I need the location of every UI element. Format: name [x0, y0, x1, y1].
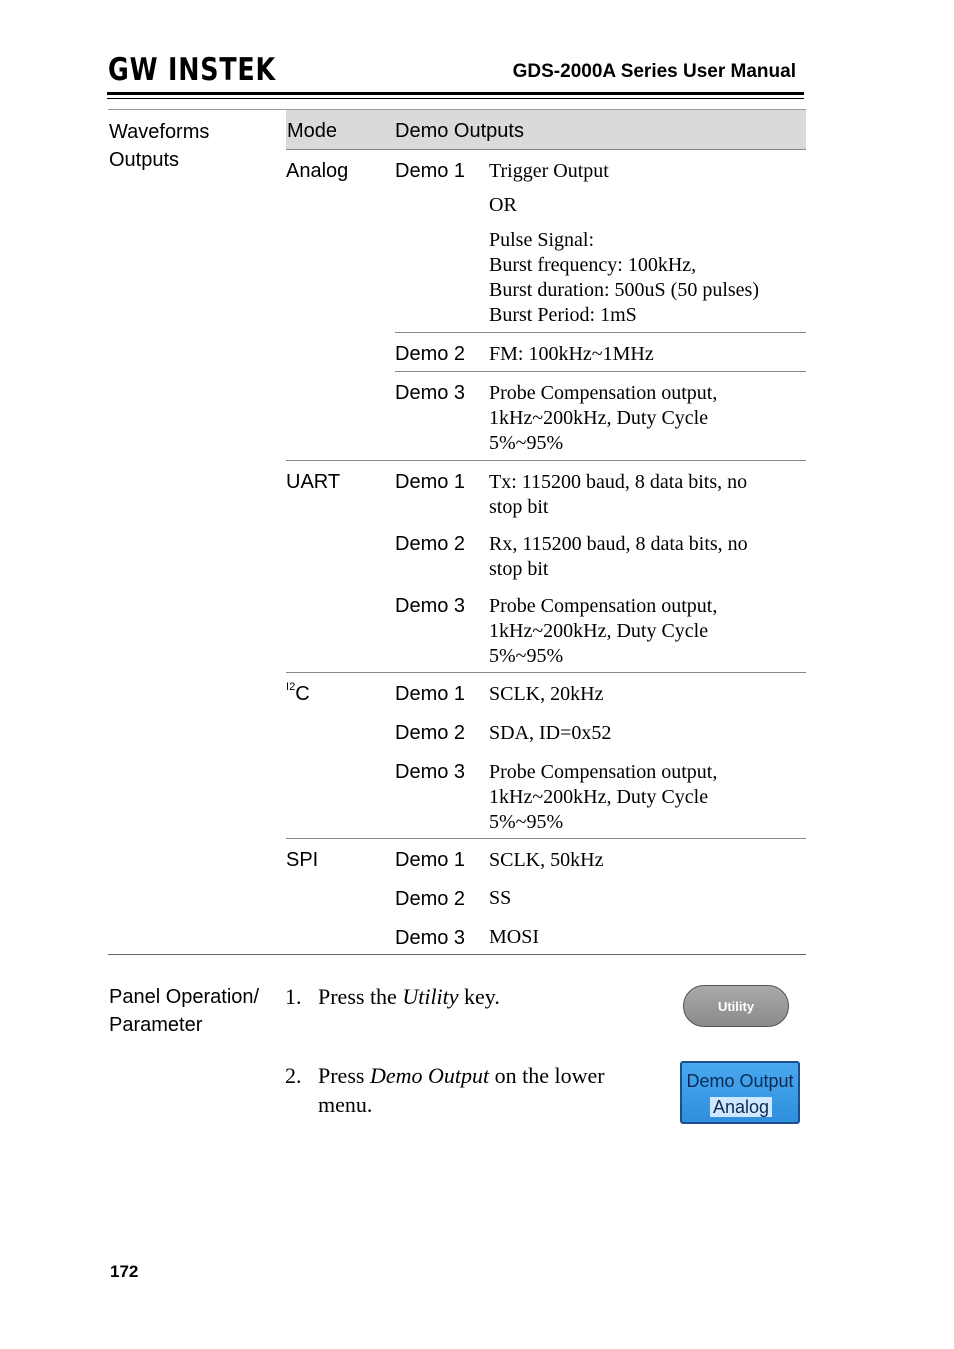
demo-description: MOSI — [489, 926, 540, 948]
demo-description: OR — [489, 194, 517, 216]
demo-description: SCLK, 20kHz — [489, 683, 604, 705]
manual-title: GDS-2000A Series User Manual — [512, 61, 796, 82]
section-label-line2: Outputs — [109, 149, 180, 171]
section-divider — [286, 838, 806, 839]
demo-description: Pulse Signal: Burst frequency: 100kHz, Burst duration: 500uS (50 pulses) Burst Period: 1mS — [489, 229, 759, 326]
mode-spi: SPI — [286, 849, 319, 871]
demo-label: Demo 2 — [395, 533, 466, 555]
demo-description: Probe Compensation output, 1kHz~200kHz, Duty Cycle 5%~95% — [489, 382, 718, 454]
demo-label: Demo 3 — [395, 927, 466, 949]
demo-label: Demo 3 — [395, 761, 466, 783]
header-rule-thick — [107, 92, 804, 95]
demo-output-softkey[interactable] — [680, 1061, 800, 1124]
demo-label: Demo 3 — [395, 382, 466, 404]
demo-output-title: Demo Output — [686, 1071, 794, 1091]
demo-label: Demo 2 — [395, 343, 466, 365]
demo-description: Rx, 115200 baud, 8 data bits, no stop bit — [489, 533, 748, 580]
mode-analog: Analog — [286, 160, 349, 182]
demo-label: Demo 1 — [395, 849, 466, 871]
section-label-panel-operation: Panel Operation/ Parameter — [109, 986, 260, 1036]
row-divider — [395, 371, 806, 372]
section-label-line1: Waveforms — [109, 121, 210, 143]
demo-description: Trigger Output — [489, 160, 609, 182]
svg-text:GW INSTEK: GW INSTEK — [108, 52, 276, 88]
step-2: 2. Press Demo Output on the lower menu. — [285, 1063, 605, 1117]
demo-label: Demo 2 — [395, 722, 466, 744]
step-1: 1. Press the Utility key. — [285, 984, 500, 1009]
utility-key-button[interactable]: Utility — [683, 985, 789, 1027]
page-number: 172 — [110, 1262, 139, 1281]
demo-description: Probe Compensation output, 1kHz~200kHz, Duty Cycle 5%~95% — [489, 761, 718, 833]
demo-description: Tx: 115200 baud, 8 data bits, no stop bit — [489, 471, 748, 518]
section-divider — [286, 460, 806, 461]
demo-label: Demo 1 — [395, 683, 466, 705]
demo-description: FM: 100kHz~1MHz — [489, 343, 654, 365]
demo-label: Demo 1 — [395, 471, 466, 493]
table-header-row — [286, 110, 806, 150]
col-header-outputs: Demo Outputs — [395, 120, 524, 142]
gw-instek-logo — [108, 52, 278, 86]
section-divider — [286, 672, 806, 673]
demo-label: Demo 2 — [395, 888, 466, 910]
demo-description: Probe Compensation output, 1kHz~200kHz, Duty Cycle 5%~95% — [489, 595, 718, 667]
col-header-mode: Mode — [287, 120, 338, 142]
demo-description: SCLK, 50kHz — [489, 849, 604, 871]
demo-description: SS — [489, 887, 512, 909]
mode-uart: UART — [286, 471, 341, 493]
table-bottom-rule — [108, 954, 806, 955]
header-rule-thin — [107, 98, 804, 99]
demo-label: Demo 3 — [395, 595, 466, 617]
row-divider — [395, 332, 806, 333]
demo-output-value: Analog — [710, 1097, 772, 1117]
demo-label: Demo 1 — [395, 160, 466, 182]
section-label-waveforms — [109, 118, 209, 174]
demo-description: SDA, ID=0x52 — [489, 722, 612, 744]
mode-i2c: $^{I2}$C — [286, 681, 310, 705]
